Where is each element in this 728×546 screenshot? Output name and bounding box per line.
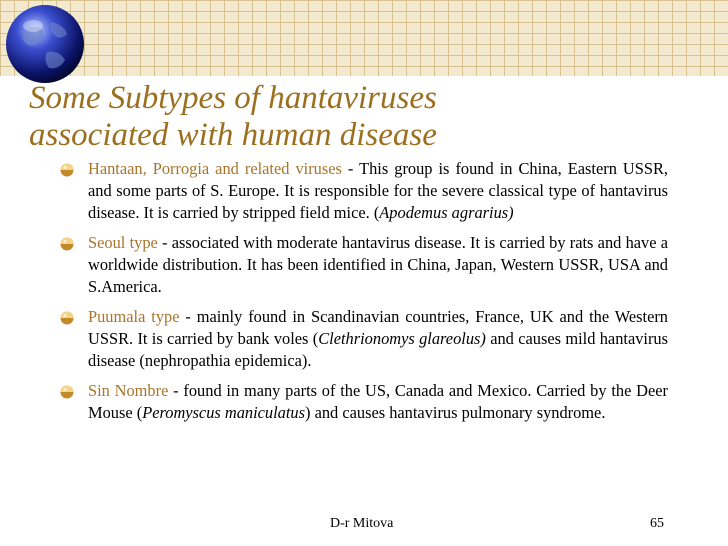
species-name: Apodemus agrarius) <box>379 203 514 222</box>
virus-name: Hantaan, Porrogia and related viruses <box>88 159 342 178</box>
bullet-text: - This group is found in China, Eastern USSR, and some parts of S. Europe. It is responsible for the severe classical type of hantavirus disease. It is carried by stripped field mice. ( <box>88 159 668 222</box>
species-name: Clethrionomys glareolus) <box>318 329 486 348</box>
bullet-text-after: ) and causes hantavirus pulmonary syndrome. <box>305 403 606 422</box>
bullet-item-puumala <box>60 306 668 372</box>
page-number: 65 <box>650 516 664 531</box>
virus-name: Sin Nombre <box>88 381 169 400</box>
bullet-icon <box>60 385 74 399</box>
bullet-icon <box>60 163 74 177</box>
bullet-icon <box>60 237 74 251</box>
bullet-text: - found in many parts of the US, Canada and Mexico. Carried by the Deer Mouse ( <box>88 381 668 422</box>
header-grid-band <box>0 0 728 76</box>
slide-title-line-1: Some Subtypes of hantaviruses <box>29 80 437 116</box>
footer-author: D-r Mitova <box>330 516 394 531</box>
bullet-list <box>60 158 668 432</box>
bullet-text: - associated with moderate hantavirus disease. It is carried by rats and have a worldwide distribution. It has been identified in China, Japan, Western USSR, USA and S.America. <box>88 233 669 296</box>
slide-title <box>29 80 437 154</box>
bullet-item-sin-nombre <box>60 380 668 424</box>
bullet-icon <box>60 311 74 325</box>
globe-icon <box>3 2 87 86</box>
bullet-text: - mainly found in Scandinavian countries, France, UK and the Western USSR. It is carried by bank voles ( <box>88 307 668 348</box>
virus-name: Seoul type <box>88 233 158 252</box>
bullet-text-after: and causes mild hantavirus disease (nephropathia epidemica). <box>88 329 669 370</box>
slide-title-line-2: associated with human disease <box>29 117 437 153</box>
bullet-item-seoul <box>60 232 668 298</box>
virus-name: Puumala type <box>88 307 180 326</box>
bullet-item-hantaan <box>60 158 668 224</box>
species-name: Peromyscus maniculatus <box>142 403 306 422</box>
